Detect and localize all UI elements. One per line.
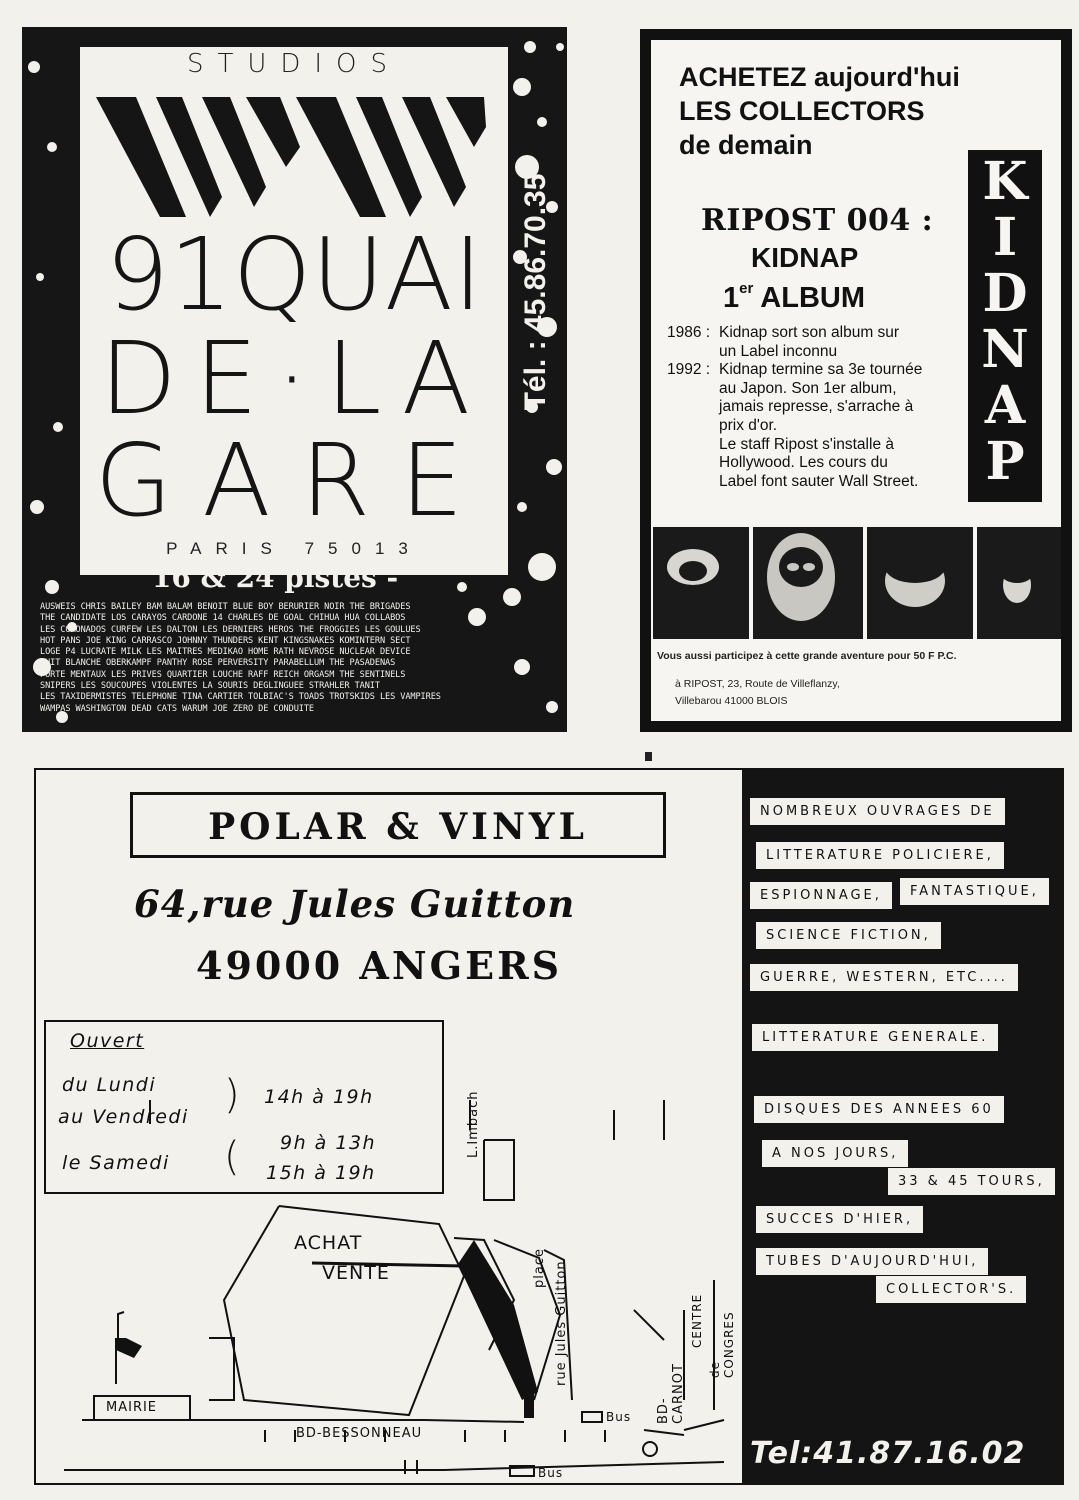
timeline-text: prix d'or. [719, 416, 778, 434]
hours-saturday-afternoon: 15h à 19h [266, 1162, 376, 1184]
banner-letter: P [985, 431, 1025, 492]
timeline-text: au Japon. Son 1er album, [719, 379, 897, 397]
album-word: ALBUM [753, 282, 866, 314]
ww-postal-line: PARIS 75013 [166, 539, 422, 558]
ripost-artist: KIDNAP [751, 242, 859, 273]
timeline-year: 1992 : [667, 361, 711, 379]
map-label-vente: VENTE [322, 1262, 390, 1284]
ripost-address [675, 676, 1015, 710]
shop-city: 49000 ANGERS [196, 943, 563, 988]
band-line: HOT PANS JOE KING CARRASCO JOHNNY THUNDERS KENT KINGSNAKES KOMINTERN SECT [40, 635, 411, 646]
offer-chip: DISQUES DES ANNEES 60 [754, 1096, 1004, 1123]
hours-weekday-time: 14h à 19h [264, 1086, 374, 1108]
headline-line: LES COLLECTORS [679, 96, 925, 126]
hours-saturday: le Samedi [62, 1152, 170, 1174]
ripost-kidnap-ad [640, 29, 1072, 732]
timeline-entry [667, 324, 967, 361]
ww-telephone [506, 57, 566, 527]
timeline-text: jamais represse, s'arrache à [719, 398, 914, 416]
ww-logo-icon [90, 87, 490, 227]
headline-line: ACHETEZ aujourd'hui [679, 62, 960, 92]
banner-letter: K [982, 151, 1028, 212]
timeline-year: 1986 : [667, 324, 711, 341]
band-line: LOGE P4 LUCRATE MILK LES MAITRES MEDIKAO HOME RATH NEVROSE NUCLEAR DEVICE [40, 647, 411, 658]
shop-name-box [130, 792, 666, 858]
ripost-album-label [723, 280, 865, 315]
band-line: PORTE MENTAUX LES PRIVES QUARTIER LOUCHE RAFF REICH ORGASM THE SENTINELS [40, 669, 406, 680]
ww-band-list [40, 602, 500, 715]
band-line: LES TAXIDERMISTES TELEPHONE TINA CARTIER TOLBIAC'S TOADS TROTSKIDS LES VAMPIRES [40, 692, 441, 703]
offer-chip: LITTERATURE POLICIERE, [756, 842, 1004, 869]
map-label-bessonneau: BD-BESSONNEAU [296, 1426, 423, 1441]
map-label-centre: CENTRE [690, 1293, 704, 1348]
banner-letter: A [984, 375, 1026, 436]
offer-chip: ESPIONNAGE, [750, 882, 892, 909]
ripost-join-text: Vous aussi participez à cette grande aventure pour 50 F P.C. [657, 650, 957, 662]
address-line: à RIPOST, 23, Route de Villeflanzy, [675, 678, 840, 690]
ww-dela-line: DE·LA [99, 320, 489, 437]
banner-letter: D [982, 263, 1028, 324]
offer-chip: SCIENCE FICTION, [756, 922, 941, 949]
offer-chip: 33 & 45 TOURS, [888, 1168, 1055, 1195]
kidnap-vertical-banner [968, 150, 1042, 502]
map-label-bus: Bus [538, 1466, 564, 1480]
band-line: WAMPAS WASHINGTON DEAD CATS WARUM JOE ZERO DE CONDUITE [40, 703, 314, 714]
map-label-mairie: MAIRIE [106, 1400, 158, 1415]
band-line: NUIT BLANCHE OBERKAMPF PANTHY ROSE PERVERSITY PARABELLUM THE PASADENAS [40, 658, 396, 669]
band-line: LES CORONADOS CURFEW LES DALTON LES DERNIERS HEROS THE FROGGIES LES GOULUES [40, 624, 421, 635]
ww-gare-line: GARE [94, 422, 494, 539]
offer-chip: LITTERATURE GENERALE. [752, 1024, 998, 1051]
offer-chip: A NOS JOURS, [762, 1140, 908, 1167]
ww-telephone-text: Tél. : 45.86.70.35 [519, 173, 552, 411]
polar-vinyl-ad [34, 768, 1064, 1485]
studios-ww-panel [80, 47, 508, 575]
timeline-text: Kidnap termine sa 3e tournée [719, 361, 923, 379]
album-ordinal: er [739, 280, 754, 297]
timeline-entry [667, 361, 967, 491]
hours-saturday-morning: 9h à 13h [280, 1132, 377, 1154]
map-label-bd-carnot: BD-CARNOT [656, 1363, 686, 1424]
map-label-imbach: L.Imbach [466, 1090, 481, 1158]
shop-street: 64,rue Jules Guitton [134, 882, 576, 926]
banner-letter: I [992, 207, 1018, 268]
shop-telephone: Tel:41.87.16.02 [750, 1436, 1026, 1471]
banner-letter: N [981, 319, 1029, 380]
timeline-text: un Label inconnu [719, 342, 838, 360]
ink-speck [645, 752, 652, 761]
timeline-text: Le staff Ripost s'installe à [719, 435, 894, 453]
offer-chip: COLLECTOR'S. [876, 1276, 1026, 1303]
offer-chip: FANTASTIQUE, [900, 878, 1049, 905]
timeline-text: Hollywood. Les cours du [719, 454, 888, 472]
band-photo-strip [653, 527, 1061, 639]
hours-title: Ouvert [70, 1030, 145, 1052]
offer-chip: TUBES D'AUJOURD'HUI, [756, 1248, 988, 1275]
studios-ww-ad [22, 27, 567, 732]
map-label-achat: ACHAT [294, 1232, 363, 1254]
weekday-bracket: ) [224, 1072, 242, 1118]
ripost-headline [679, 60, 999, 162]
headline-line: de demain [679, 130, 813, 160]
map-label-place: place [532, 1248, 547, 1288]
ripost-timeline [667, 324, 967, 491]
hours-weekday-from: du Lundi [62, 1074, 157, 1096]
band-line: SNIPERS LES SOUCOUPES VIOLENTES LA SOURIS DEGLINGUEE STRAHLER TANIT [40, 681, 380, 692]
offer-chip: GUERRE, WESTERN, ETC.... [750, 964, 1018, 991]
timeline-text: Label font sauter Wall Street. [719, 472, 919, 490]
shop-name: POLAR & VINYL [208, 806, 588, 848]
studios-label: STUDIOS [186, 49, 402, 79]
map-label-jules-guitton: rue Jules Guitton [554, 1260, 569, 1386]
shop-offer-panel [742, 770, 1064, 1485]
band-line: AUSWEIS CHRIS BAILEY BAM BALAM BENOIT BLUE BOY BERURIER NOIR THE BRIGADES [40, 602, 411, 612]
offer-chip: NOMBREUX OUVRAGES DE [750, 798, 1005, 825]
band-line: THE CANDIDATE LOS CARAYOS CARDONE 14 CHARLES DE GOAL CHIHUA HUA COLLABOS [40, 613, 406, 624]
hours-weekday-to: au Vendredi [58, 1106, 189, 1128]
map-label-bus: Bus [606, 1410, 632, 1424]
ww-quai-line: 91QUAI [105, 216, 483, 333]
ww-tracks: 16 & 24 pistes - [151, 561, 399, 594]
ripost-catalog-number: RIPOST 004 : [701, 203, 934, 238]
map-label-congres: de CONGRES [708, 1311, 736, 1378]
offer-chip: SUCCES D'HIER, [756, 1206, 923, 1233]
address-line: Villebarou 41000 BLOIS [675, 695, 788, 707]
saturday-bracket: ( [224, 1134, 242, 1180]
timeline-text: Kidnap sort son album sur [719, 324, 900, 341]
album-number: 1 [723, 282, 740, 314]
